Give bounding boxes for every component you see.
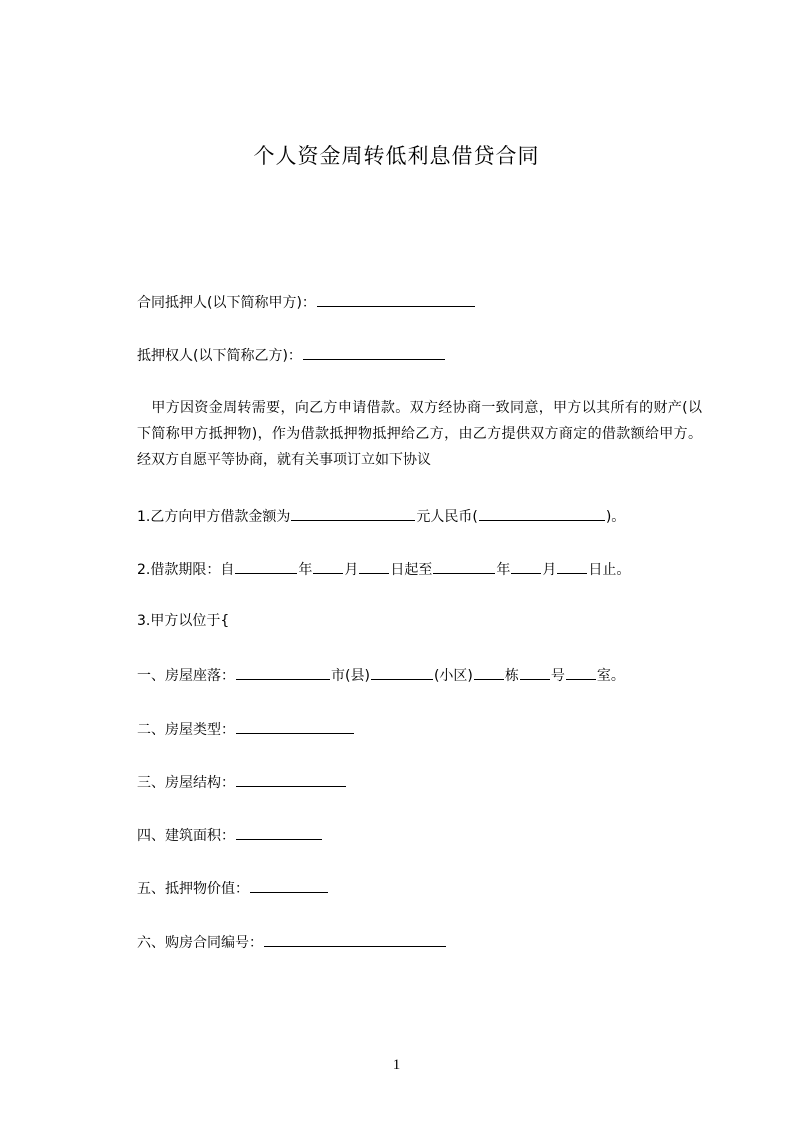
item-1-location: [137, 664, 625, 686]
building-blank: [474, 664, 504, 680]
start-month-label: 月: [344, 562, 359, 578]
party-a-blank: [317, 291, 475, 307]
loan-amount-words-blank: [479, 505, 605, 521]
page-number: 1: [392, 1057, 401, 1073]
unit-number-blank: [520, 664, 550, 680]
end-year-label: 年: [496, 562, 511, 578]
item-6-contract-number: [137, 931, 447, 953]
party-b-blank: [303, 344, 445, 360]
start-day-label: 日起至: [390, 562, 433, 578]
party-a-label: 合同抵押人(以下简称甲方)：: [137, 295, 316, 311]
item-6-label: 六、购房合同编号：: [137, 935, 263, 951]
unit-number-label: 号: [550, 668, 565, 684]
item-2-type: [137, 718, 355, 740]
document-title: 个人资金周转低利息借贷合同: [253, 144, 540, 168]
clause-1: [137, 505, 625, 527]
room-blank: [566, 664, 596, 680]
loan-amount-blank: [291, 505, 415, 521]
item-2-label: 二、房屋类型：: [137, 722, 235, 738]
item-4-label: 四、建筑面积：: [137, 828, 235, 844]
contract-number-blank: [264, 931, 446, 947]
community-blank: [371, 664, 433, 680]
collateral-value-blank: [250, 877, 328, 893]
party-b-label: 抵押权人(以下简称乙方)：: [137, 348, 302, 364]
house-type-blank: [236, 718, 354, 734]
end-day-blank: [557, 558, 587, 574]
room-label: 室。: [596, 668, 625, 684]
clause-1-suffix: )。: [605, 509, 626, 525]
intro-text: 甲方因资金周转需要，向乙方申请借款。双方经协商一致同意，甲方以其所有的财产(以下简称甲方抵押物)，作为借款抵押物抵押给乙方，由乙方提供双方商定的借款额给甲方。经双方自愿平等协商，就有关事项订立如下协议: [137, 400, 702, 468]
end-day-label: 日止。: [588, 562, 631, 578]
city-blank: [236, 664, 330, 680]
clause-3: 3.甲方以位于{: [137, 613, 230, 629]
item-1-prefix: 一、房屋座落：: [137, 668, 235, 684]
intro-paragraph: [137, 395, 702, 473]
party-a-line: [137, 291, 476, 313]
start-day-blank: [359, 558, 389, 574]
start-year-blank: [235, 558, 297, 574]
item-5-value: [137, 877, 329, 899]
item-5-label: 五、抵押物价值：: [137, 881, 249, 897]
clause-2-prefix: 2.借款期限：自: [137, 562, 235, 578]
item-3-label: 三、房屋结构：: [137, 775, 235, 791]
party-b-line: [137, 344, 446, 366]
city-label: 市(县): [331, 668, 370, 684]
house-structure-blank: [236, 771, 346, 787]
end-month-label: 月: [542, 562, 557, 578]
community-label: (小区): [433, 668, 473, 684]
floor-area-blank: [236, 824, 322, 840]
start-year-label: 年: [298, 562, 313, 578]
building-label: 栋: [504, 668, 519, 684]
item-4-area: [137, 824, 323, 846]
item-3-structure: [137, 771, 347, 793]
clause-1-prefix: 1.乙方向甲方借款金额为: [137, 509, 291, 525]
clause-1-mid: 元人民币(: [416, 509, 478, 525]
end-year-blank: [433, 558, 495, 574]
clause-2: [137, 558, 630, 580]
start-month-blank: [313, 558, 343, 574]
end-month-blank: [511, 558, 541, 574]
